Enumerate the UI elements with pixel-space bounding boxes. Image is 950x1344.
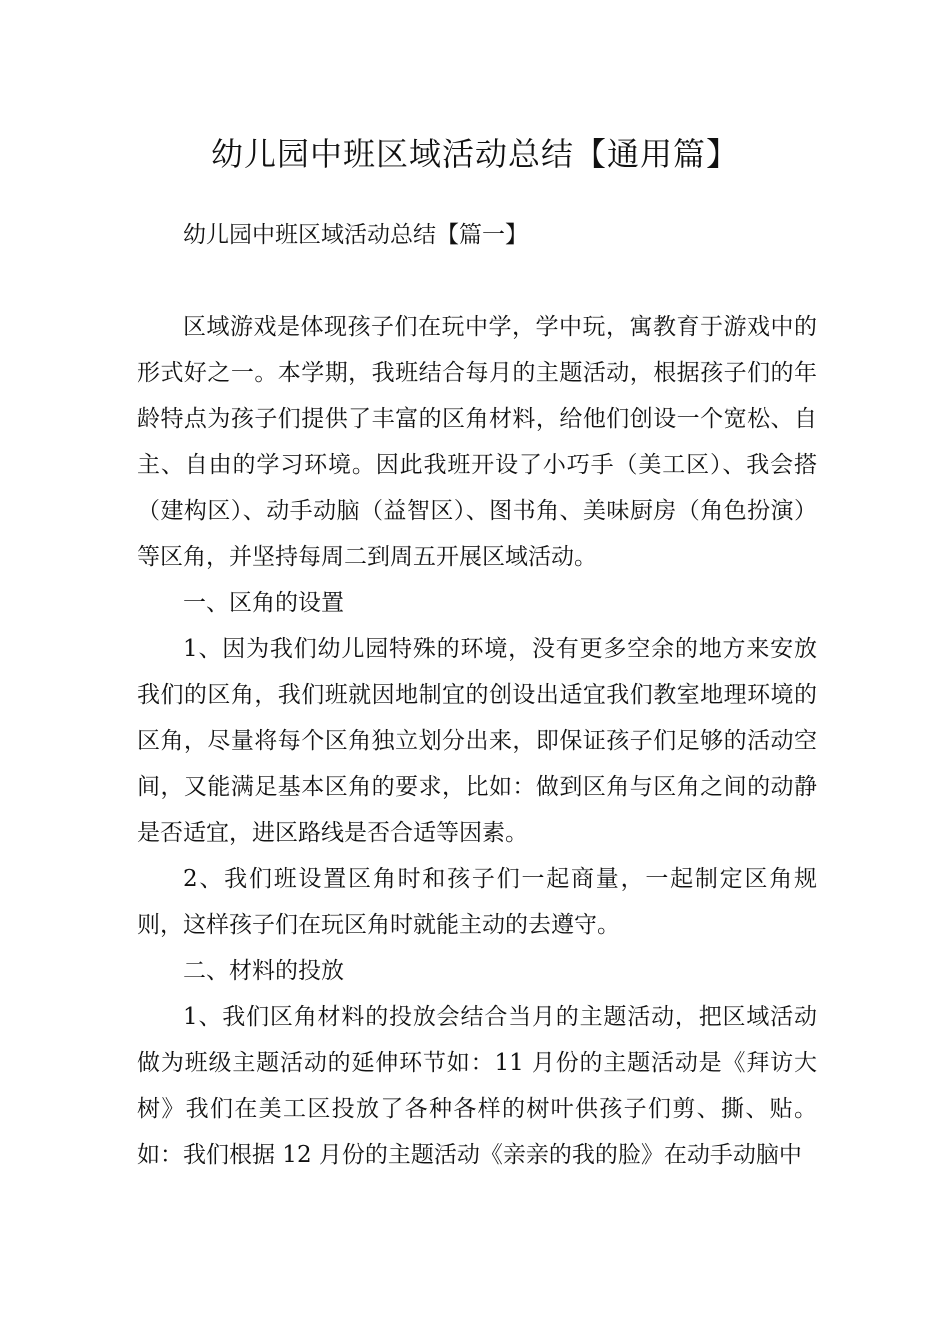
document-body (137, 212, 817, 1178)
paragraph-setup-1: 1、因为我们幼儿园特殊的环境，没有更多空余的地方来安放我们的区角，我们班就因地制宜的创设出适宜我们教室地理环境的区角，尽量将每个区角独立划分出来，即保证孩子们足够的活动空间，又能满足基本区角的要求，比如：做到区角与区角之间的动静是否适宜，进区路线是否合适等因素。 (137, 636, 817, 846)
paragraph-materials-1: 1、我们区角材料的投放会结合当月的主题活动，把区域活动做为班级主题活动的延伸环节如：11 月份的主题活动是《拜访大树》我们在美工区投放了各种各样的树叶供孩子们剪、撕、贴。如：我们根据 12 月份的主题活动《亲亲的我的脸》在动手动脑中 (137, 1004, 817, 1168)
paragraph-intro: 区域游戏是体现孩子们在玩中学，学中玩，寓教育于游戏中的形式好之一。本学期，我班结合每月的主题活动，根据孩子们的年龄特点为孩子们提供了丰富的区角材料，给他们创设一个宽松、自主、自由的学习环境。因此我班开设了小巧手（美工区）、我会搭（建构区）、动手动脑（益智区）、图书角、美味厨房（角色扮演）等区角，并坚持每周二到周五开展区域活动。 (137, 314, 817, 570)
section-subtitle: 幼儿园中班区域活动总结【篇一】 (183, 222, 528, 248)
document-title: 幼儿园中班区域活动总结【通用篇】 (210, 135, 739, 173)
heading-materials: 二、材料的投放 (183, 958, 344, 984)
heading-zone-setup: 一、区角的设置 (183, 590, 344, 616)
paragraph-setup-2: 2、我们班设置区角时和孩子们一起商量，一起制定区角规则，这样孩子们在玩区角时就能主动的去遵守。 (137, 866, 817, 938)
